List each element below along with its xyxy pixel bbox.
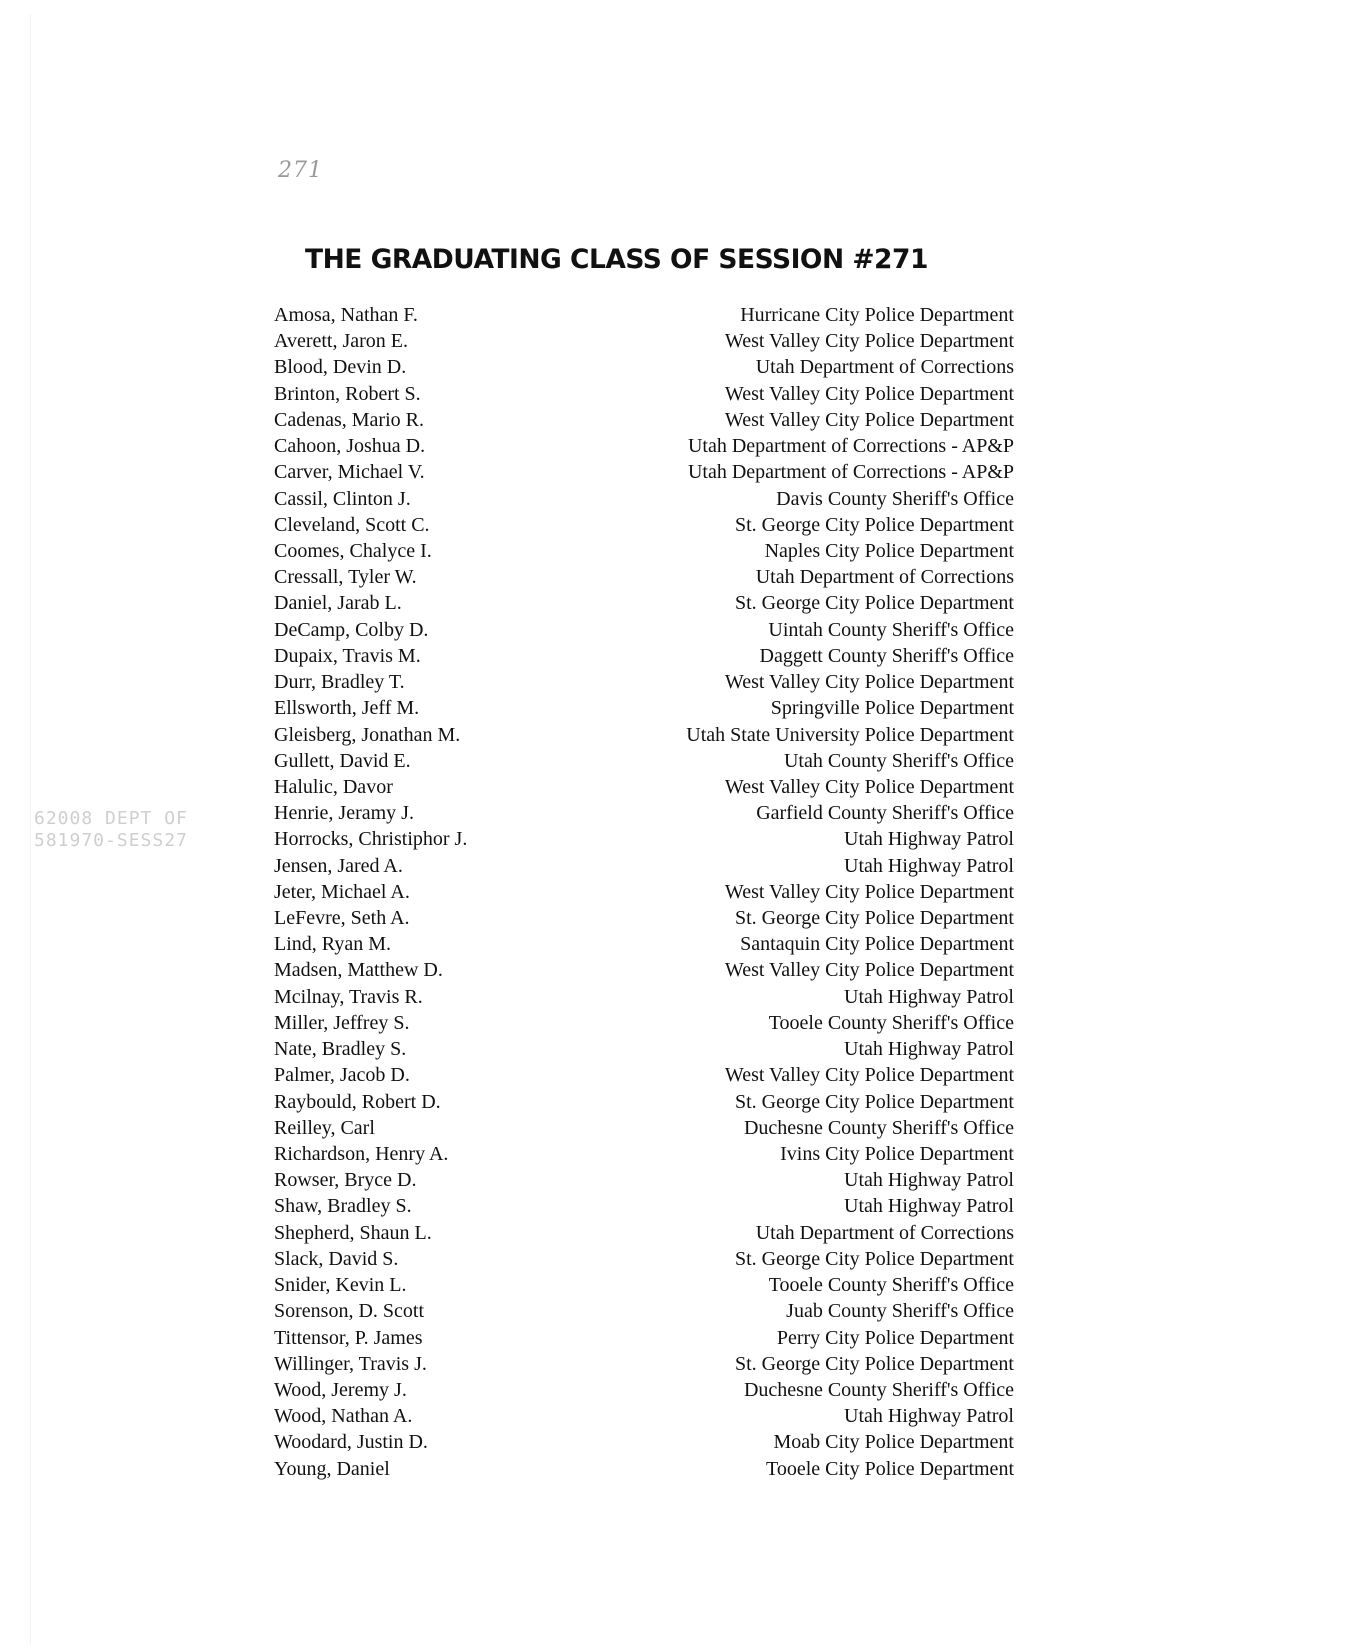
graduate-name: Halulic, Davor: [274, 775, 393, 798]
graduate-row: [274, 407, 1014, 433]
graduate-department: Perry City Police Department: [776, 1326, 1014, 1349]
graduate-row: [274, 1062, 1014, 1088]
graduate-department: Utah Department of Corrections: [755, 356, 1014, 379]
graduate-department: Davis County Sheriff's Office: [776, 487, 1014, 510]
graduate-name: Shaw, Bradley S.: [274, 1195, 412, 1218]
graduate-name: Raybould, Robert D.: [274, 1090, 441, 1113]
graduate-department: Moab City Police Department: [773, 1431, 1014, 1454]
graduate-name: Horrocks, Christiphor J.: [274, 828, 468, 851]
stamp-line-2: 581970-SESS27: [34, 830, 188, 851]
graduate-roster: [274, 302, 1014, 1482]
graduate-department: Utah Department of Corrections: [755, 1221, 1014, 1244]
graduate-department: Duchesne County Sheriff's Office: [743, 1116, 1014, 1139]
graduate-department: Hurricane City Police Department: [740, 304, 1014, 326]
graduate-row: [274, 1167, 1014, 1193]
graduate-department: Naples City Police Department: [764, 539, 1014, 562]
graduate-row: [274, 1115, 1014, 1141]
graduate-name: Jeter, Michael A.: [274, 880, 410, 903]
graduate-name: Miller, Jeffrey S.: [274, 1011, 410, 1034]
graduate-row: [274, 826, 1014, 852]
graduate-row: [274, 957, 1014, 983]
graduate-name: Cassil, Clinton J.: [274, 487, 411, 510]
graduate-name: Wood, Jeremy J.: [274, 1378, 407, 1401]
graduate-name: Woodard, Justin D.: [274, 1431, 428, 1454]
graduate-row: [274, 1220, 1014, 1246]
graduate-row: [274, 722, 1014, 748]
graduate-row: [274, 590, 1014, 616]
graduate-row: [274, 433, 1014, 459]
graduate-row: [274, 643, 1014, 669]
graduate-row: [274, 695, 1014, 721]
graduate-name: Gullett, David E.: [274, 749, 411, 772]
graduate-department: Tooele County Sheriff's Office: [768, 1274, 1014, 1297]
graduate-name: Tittensor, P. James: [274, 1326, 423, 1349]
graduate-row: [274, 1325, 1014, 1351]
graduate-department: Utah Department of Corrections - AP&P: [687, 461, 1014, 484]
graduate-name: Blood, Devin D.: [274, 356, 407, 379]
graduate-name: Henrie, Jeramy J.: [274, 802, 414, 825]
graduate-row: [274, 512, 1014, 538]
graduate-department: Santaquin City Police Department: [740, 933, 1014, 956]
graduate-row: [274, 931, 1014, 957]
graduate-name: Willinger, Travis J.: [274, 1352, 427, 1375]
graduate-row: [274, 905, 1014, 931]
graduate-department: St. George City Police Department: [734, 1090, 1014, 1113]
graduate-department: Utah State University Police Department: [686, 723, 1014, 746]
graduate-name: Carver, Michael V.: [274, 461, 425, 484]
graduate-row: [274, 1246, 1014, 1272]
graduate-department: Utah Highway Patrol: [844, 985, 1014, 1008]
graduate-department: Duchesne County Sheriff's Office: [743, 1378, 1014, 1401]
graduate-department: West Valley City Police Department: [724, 408, 1014, 431]
graduate-name: Cahoon, Joshua D.: [274, 435, 426, 458]
graduate-department: West Valley City Police Department: [724, 330, 1014, 353]
graduate-name: DeCamp, Colby D.: [274, 618, 429, 641]
graduate-row: [274, 774, 1014, 800]
graduate-department: Juab County Sheriff's Office: [786, 1300, 1014, 1323]
graduate-name: Amosa, Nathan F.: [274, 304, 418, 326]
graduate-row: [274, 879, 1014, 905]
graduate-row: [274, 1298, 1014, 1324]
graduate-row: [274, 1141, 1014, 1167]
faded-stamp: [34, 808, 188, 852]
graduate-department: West Valley City Police Department: [724, 775, 1014, 798]
graduate-row: [274, 1089, 1014, 1115]
graduate-department: Utah County Sheriff's Office: [783, 749, 1014, 772]
graduate-row: [274, 1193, 1014, 1219]
graduate-department: St. George City Police Department: [734, 1352, 1014, 1375]
graduate-name: Snider, Kevin L.: [274, 1274, 407, 1297]
graduate-row: [274, 564, 1014, 590]
graduate-row: [274, 302, 1014, 328]
graduate-row: [274, 538, 1014, 564]
graduate-row: [274, 669, 1014, 695]
graduate-name: Richardson, Henry A.: [274, 1143, 449, 1165]
graduate-name: Cadenas, Mario R.: [274, 408, 424, 431]
graduate-row: [274, 1036, 1014, 1062]
graduate-name: Rowser, Bryce D.: [274, 1169, 417, 1192]
graduate-row: [274, 1429, 1014, 1455]
graduate-name: Cressall, Tyler W.: [274, 566, 417, 589]
graduate-department: Ivins City Police Department: [780, 1143, 1014, 1165]
graduate-department: Tooele City Police Department: [766, 1457, 1014, 1480]
graduate-row: [274, 1377, 1014, 1403]
graduate-department: Daggett County Sheriff's Office: [759, 644, 1014, 667]
graduate-row: [274, 1010, 1014, 1036]
graduate-name: Ellsworth, Jeff M.: [274, 697, 420, 720]
graduate-name: Reilley, Carl: [274, 1116, 375, 1139]
graduate-department: Utah Highway Patrol: [844, 1405, 1014, 1428]
graduate-row: [274, 617, 1014, 643]
graduate-row: [274, 853, 1014, 879]
graduate-row: [274, 1403, 1014, 1429]
graduate-department: West Valley City Police Department: [724, 959, 1014, 982]
graduate-name: Madsen, Matthew D.: [274, 959, 443, 982]
graduate-department: West Valley City Police Department: [724, 1064, 1014, 1087]
graduate-name: LeFevre, Seth A.: [274, 907, 410, 930]
graduate-name: Lind, Ryan M.: [274, 933, 391, 956]
graduate-row: [274, 1351, 1014, 1377]
graduate-department: St. George City Police Department: [734, 907, 1014, 930]
graduate-department: West Valley City Police Department: [724, 880, 1014, 903]
graduate-name: Mcilnay, Travis R.: [274, 985, 423, 1008]
graduate-row: [274, 459, 1014, 485]
graduate-department: Tooele County Sheriff's Office: [768, 1011, 1014, 1034]
graduate-name: Slack, David S.: [274, 1247, 399, 1270]
graduate-name: Palmer, Jacob D.: [274, 1064, 410, 1087]
stamp-line-1: 62008 DEPT OF: [34, 808, 188, 829]
graduate-row: [274, 328, 1014, 354]
graduate-department: St. George City Police Department: [734, 592, 1014, 615]
graduate-name: Coomes, Chalyce I.: [274, 539, 432, 562]
graduate-row: [274, 748, 1014, 774]
graduate-row: [274, 381, 1014, 407]
graduate-name: Nate, Bradley S.: [274, 1038, 407, 1061]
graduate-name: Jensen, Jared A.: [274, 854, 403, 877]
graduate-name: Cleveland, Scott C.: [274, 513, 430, 536]
graduate-department: Utah Highway Patrol: [844, 828, 1014, 851]
graduate-department: Utah Highway Patrol: [844, 854, 1014, 877]
graduate-department: Uintah County Sheriff's Office: [768, 618, 1014, 641]
graduate-department: St. George City Police Department: [734, 513, 1014, 536]
graduate-name: Wood, Nathan A.: [274, 1405, 413, 1428]
graduate-row: [274, 486, 1014, 512]
graduate-department: Utah Department of Corrections - AP&P: [687, 435, 1014, 458]
graduate-name: Brinton, Robert S.: [274, 382, 421, 405]
graduate-department: St. George City Police Department: [734, 1247, 1014, 1270]
graduate-department: West Valley City Police Department: [724, 671, 1014, 694]
graduate-name: Daniel, Jarab L.: [274, 592, 402, 615]
graduate-department: Garfield County Sheriff's Office: [756, 802, 1014, 825]
graduate-name: Young, Daniel: [274, 1457, 390, 1480]
graduate-name: Dupaix, Travis M.: [274, 644, 421, 667]
graduate-department: Springville Police Department: [770, 697, 1014, 720]
graduate-department: Utah Highway Patrol: [844, 1169, 1014, 1192]
graduate-department: Utah Highway Patrol: [844, 1038, 1014, 1061]
graduate-row: [274, 1272, 1014, 1298]
graduate-department: West Valley City Police Department: [724, 382, 1014, 405]
graduate-name: Gleisberg, Jonathan M.: [274, 723, 461, 746]
graduate-row: [274, 800, 1014, 826]
graduate-row: [274, 984, 1014, 1010]
graduate-name: Shepherd, Shaun L.: [274, 1221, 432, 1244]
graduate-name: Sorenson, D. Scott: [274, 1300, 424, 1323]
graduate-row: [274, 354, 1014, 380]
graduate-department: Utah Highway Patrol: [844, 1195, 1014, 1218]
graduate-name: Durr, Bradley T.: [274, 671, 405, 694]
graduate-department: Utah Department of Corrections: [755, 566, 1014, 589]
graduate-row: [274, 1456, 1014, 1482]
document-title: THE GRADUATING CLASS OF SESSION #271: [305, 244, 928, 275]
handwritten-page-mark: 271: [278, 158, 323, 183]
graduate-name: Averett, Jaron E.: [274, 330, 409, 353]
